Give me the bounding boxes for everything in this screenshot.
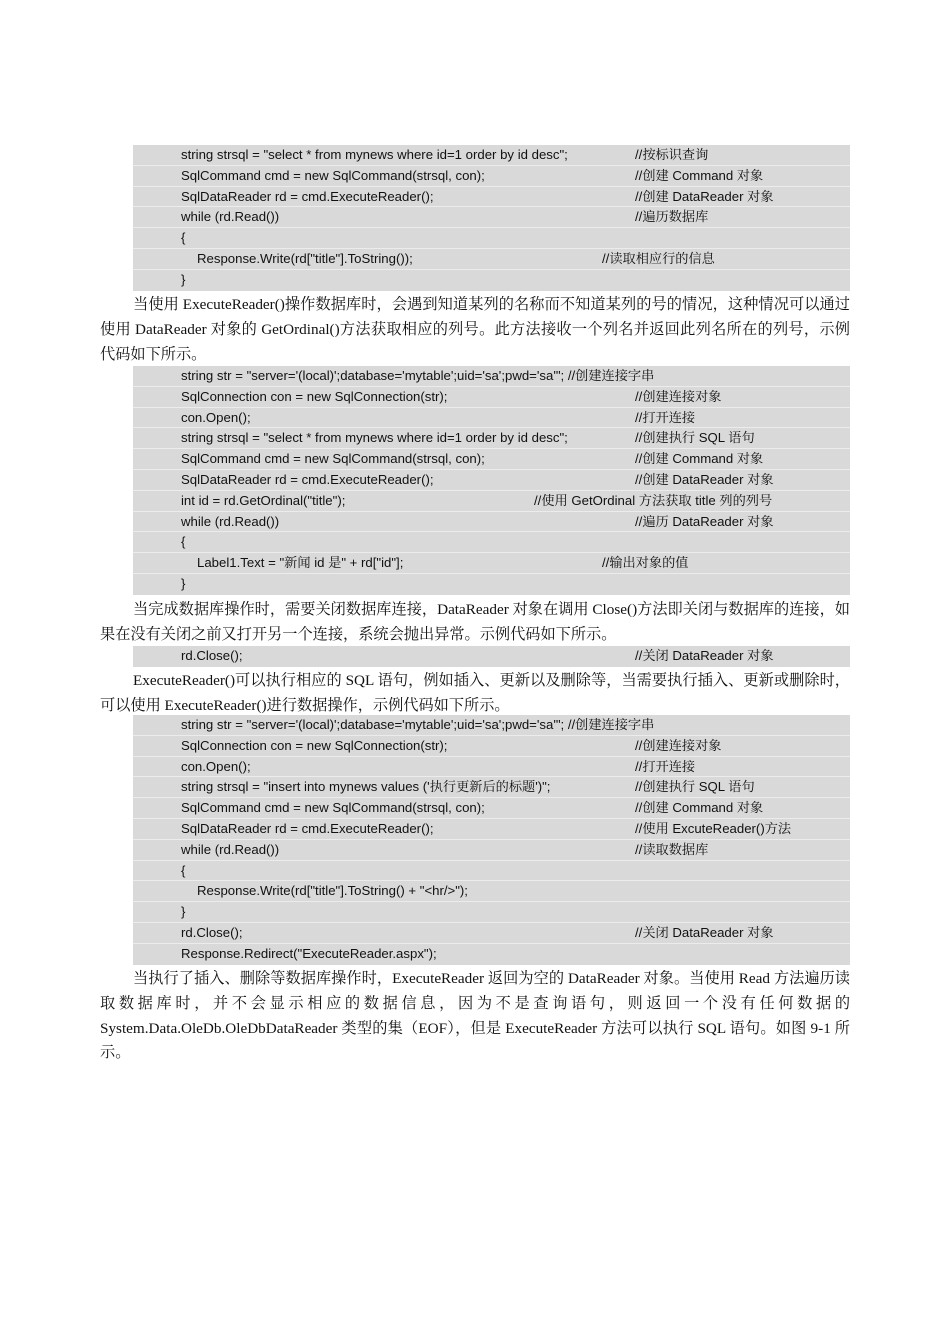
code-line xyxy=(133,553,850,574)
code-text: string str = "server='(local)';database='mytable';uid='sa';pwd='sa'"; //创建连接字串 xyxy=(181,368,655,383)
code-text: string strsql = "insert into mynews values ('执行更新后的标题')"; xyxy=(181,779,551,795)
code-text: string strsql = "select * from mynews where id=1 order by id desc"; xyxy=(181,147,568,162)
code-comment: //读取数据库 xyxy=(635,841,709,857)
code-comment: //输出对象的值 xyxy=(602,555,689,571)
code-comment: //按标识查询 xyxy=(635,147,709,162)
code-comment: //打开连接 xyxy=(635,758,696,774)
code-text: { xyxy=(181,230,186,246)
paragraph-text: 当使用 ExecuteReader()操作数据库时，会遇到知道某列的名称而不知道某列的号的情况，这种情况可以通过使用 DataReader 对象的 GetOrdinal()方法获取相应的列号。此方法接收一个列名并返回此列名所在的列号，示例代码如下所示。 xyxy=(100,296,850,363)
code-text: string str = "server='(local)';database='mytable';uid='sa';pwd='sa'"; //创建连接字串 xyxy=(181,717,655,732)
code-comment: //关闭 DataReader 对象 xyxy=(635,648,774,663)
code-block-read-rows xyxy=(133,145,850,291)
code-text: con.Open(); xyxy=(181,409,251,425)
code-line xyxy=(133,574,850,595)
code-text: SqlCommand cmd = new SqlCommand(strsql, con); xyxy=(181,167,485,183)
paragraph-text: ExecuteReader()可以执行相应的 SQL 语句，例如插入、更新以及删除等，当需要执行插入、更新或删除时，可以使用 ExecuteReader()进行数据操作，示例代码如下所示。 xyxy=(100,672,850,714)
code-comment: //创建 DataReader 对象 xyxy=(635,471,774,487)
code-text: SqlConnection con = new SqlConnection(str); xyxy=(181,388,448,404)
code-text: { xyxy=(181,534,186,550)
code-line xyxy=(133,715,850,736)
code-line xyxy=(133,228,850,249)
code-text: Label1.Text = "新闻 id 是" + rd["id"]; xyxy=(197,555,404,571)
code-text: rd.Close(); xyxy=(181,648,243,663)
paragraph-getordinal-intro xyxy=(100,293,850,367)
code-text: SqlConnection con = new SqlConnection(str); xyxy=(181,737,448,753)
code-line xyxy=(133,512,850,533)
code-line xyxy=(133,187,850,208)
code-line xyxy=(133,207,850,228)
paragraph-execute-sql xyxy=(100,669,850,719)
code-block-insert xyxy=(133,715,850,965)
code-comment: //遍历数据库 xyxy=(635,209,709,225)
code-comment: //创建 Command 对象 xyxy=(635,451,764,467)
code-line xyxy=(133,491,850,512)
code-line xyxy=(133,923,850,944)
code-text: rd.Close(); xyxy=(181,924,243,940)
code-comment: //创建 DataReader 对象 xyxy=(635,188,774,204)
code-comment: //创建连接对象 xyxy=(635,737,722,753)
code-text: while (rd.Read()) xyxy=(181,513,280,529)
code-text: Response.Write(rd["title"].ToString()); xyxy=(197,250,413,266)
code-line xyxy=(133,902,850,923)
code-comment: //关闭 DataReader 对象 xyxy=(635,924,774,940)
code-text: } xyxy=(181,904,186,920)
code-block-close xyxy=(133,646,850,667)
code-line xyxy=(133,736,850,757)
code-line xyxy=(133,270,850,291)
code-line xyxy=(133,532,850,553)
code-line xyxy=(133,881,850,902)
code-comment: //创建 Command 对象 xyxy=(635,800,764,816)
code-line xyxy=(133,408,850,429)
code-comment: //打开连接 xyxy=(635,409,696,425)
code-block-getordinal xyxy=(133,366,850,595)
paragraph-text: 当执行了插入、删除等数据库操作时，ExecuteReader 返回为空的 DataReader 对象。当使用 Read 方法遍历读取数据库时，并不会显示相应的数据信息，因为不是查询语句，则返回一个没有任何数据的 System.Data.OleDb.OleDbDataReader 类型的集（EOF），但是 ExecuteReader 方法可以执行 SQL 语句。如图 9-1 所示。 xyxy=(100,970,850,1062)
code-line xyxy=(133,470,850,491)
code-text: con.Open(); xyxy=(181,758,251,774)
code-comment: //读取相应行的信息 xyxy=(602,250,715,266)
code-text: Response.Redirect("ExecuteReader.aspx"); xyxy=(181,945,437,961)
code-comment: //使用 ExcuteReader()方法 xyxy=(635,820,792,836)
code-line xyxy=(133,249,850,270)
code-comment: //创建执行 SQL 语句 xyxy=(635,779,755,795)
code-line xyxy=(133,944,850,965)
code-text: Response.Write(rd["title"].ToString() + "<hr/>"); xyxy=(197,883,468,899)
code-text: int id = rd.GetOrdinal("title"); xyxy=(181,492,346,508)
code-text: SqlCommand cmd = new SqlCommand(strsql, con); xyxy=(181,451,485,467)
code-text: } xyxy=(181,271,186,287)
code-text: while (rd.Read()) xyxy=(181,841,280,857)
code-line xyxy=(133,777,850,798)
code-line xyxy=(133,798,850,819)
code-line xyxy=(133,166,850,187)
code-line xyxy=(133,646,850,667)
code-comment: //创建 Command 对象 xyxy=(635,167,764,183)
code-text: while (rd.Read()) xyxy=(181,209,280,225)
code-line xyxy=(133,757,850,778)
code-text: { xyxy=(181,862,186,878)
code-comment: //创建执行 SQL 语句 xyxy=(635,430,755,446)
code-text: SqlDataReader rd = cmd.ExecuteReader(); xyxy=(181,471,434,487)
code-text: } xyxy=(181,575,186,591)
code-line xyxy=(133,387,850,408)
code-text: SqlDataReader rd = cmd.ExecuteReader(); xyxy=(181,188,434,204)
code-text: string strsql = "select * from mynews where id=1 order by id desc"; xyxy=(181,430,568,446)
paragraph-close-connection xyxy=(100,598,850,648)
code-line xyxy=(133,449,850,470)
paragraph-empty-datareader xyxy=(100,967,850,1066)
code-comment: //使用 GetOrdinal 方法获取 title 列的列号 xyxy=(534,492,773,508)
code-line xyxy=(133,366,850,387)
code-line xyxy=(133,428,850,449)
code-line xyxy=(133,819,850,840)
code-comment: //创建连接对象 xyxy=(635,388,722,404)
code-line xyxy=(133,145,850,166)
code-line xyxy=(133,840,850,861)
code-text: SqlDataReader rd = cmd.ExecuteReader(); xyxy=(181,820,434,836)
code-line xyxy=(133,861,850,882)
code-comment: //遍历 DataReader 对象 xyxy=(635,513,774,529)
code-text: SqlCommand cmd = new SqlCommand(strsql, con); xyxy=(181,800,485,816)
paragraph-text: 当完成数据库操作时，需要关闭数据库连接，DataReader 对象在调用 Close()方法即关闭与数据库的连接，如果在没有关闭之前又打开另一个连接，系统会抛出异常。示例代码如下所示。 xyxy=(100,601,850,643)
